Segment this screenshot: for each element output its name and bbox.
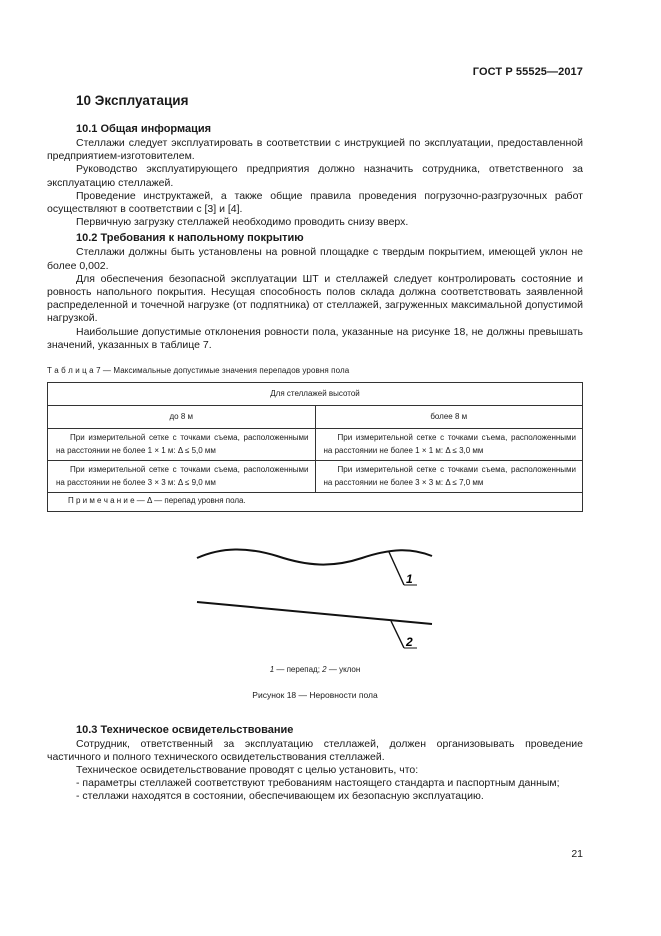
paragraph: Первичную загрузку стеллажей необходимо проводить снизу вверх.	[76, 216, 409, 229]
legend-text-2: — уклон	[326, 664, 361, 674]
table-caption-label: Т а б л и ц а	[47, 366, 94, 376]
table-cell: При измерительной сетке с точками съема, расположенными на расстоянии не более 1 × 1 м: Δ ≤ 5,0 мм	[48, 429, 316, 461]
label-2: 2	[406, 634, 413, 649]
paragraph: Техническое освидетельствование проводят с целью установить, что:	[76, 763, 419, 776]
section-10-2-title: 10.2 Требования к напольному покрытию	[76, 232, 304, 245]
table-note-label: П р и м е ч а н и е	[68, 496, 135, 506]
paragraph: Сотрудник, ответственный за эксплуатацию стеллажей, должен организовывать проведение частичного и полного технического освидетельствования стеллажей.	[47, 737, 583, 763]
table-header-row	[48, 406, 583, 429]
table-row	[48, 461, 583, 493]
table-note-row	[48, 493, 583, 512]
table-7-caption	[47, 366, 583, 375]
paragraph: Наибольшие допустимые отклонения ровности пола, указанные на рисунке 18, не должны превышать значений, указанных в таблице 7.	[47, 325, 583, 351]
table-header-row	[48, 383, 583, 406]
legend-number-2: 2	[322, 664, 327, 674]
paragraph: Руководство эксплуатирующего предприятия должно назначить сотрудника, ответственного за эксплуатацию стеллажей.	[47, 163, 583, 189]
table-7	[47, 382, 583, 512]
legend-number-1: 1	[269, 664, 275, 674]
leader-line-2	[391, 621, 404, 648]
figure-18	[47, 512, 583, 712]
section-10-1-title: 10.1 Общая информация	[76, 123, 212, 135]
table-note	[48, 493, 583, 512]
table-cell: При измерительной сетке с точками съема, расположенными на расстоянии не более 1 × 1 м: Δ ≤ 3,0 мм	[315, 429, 583, 461]
page-content	[47, 93, 583, 804]
legend-text-1: — перепад;	[274, 664, 323, 674]
paragraph: Стеллажи должны быть установлены на ровной площадке с твердым покрытием, имеющей уклон не более 0,002.	[47, 246, 583, 272]
list-item: - параметры стеллажей соответствуют требованиям настоящего стандарта и паспортным данным;	[76, 777, 560, 790]
table-caption-text: 7 — Максимальные допустимые значения перепадов уровня пола	[96, 366, 350, 376]
floor-unevenness-diagram	[167, 542, 487, 657]
uneven-floor-line	[197, 549, 432, 564]
list-item: - стеллажи находятся в состоянии, обеспечивающем их безопасную эксплуатацию.	[76, 790, 484, 803]
paragraph: Для обеспечения безопасной эксплуатации ШТ и стеллажей следует контролировать состояние и ровность напольного покрытия. Несущая способность полов склада должна соответствовать заявленной распределенной и точечной нагрузке (от подпятника) от стеллажей, загруженных максимальной допустимой нагрузкой.	[47, 272, 583, 325]
paragraph: Стеллажи следует эксплуатировать в соответствии с инструкцией по эксплуатации, предоставленной предприятием-изготовителем.	[47, 137, 583, 163]
table-column-header: до 8 м	[48, 406, 316, 429]
page-number: 21	[571, 848, 583, 860]
table-row	[48, 429, 583, 461]
table-column-header: более 8 м	[315, 406, 583, 429]
table-cell: При измерительной сетке с точками съема, расположенными на расстоянии не более 3 × 3 м: Δ ≤ 9,0 мм	[48, 461, 316, 493]
paragraph: Проведение инструктажей, а также общие правила проведения погрузочно-разгрузочных работ осуществляют в соответствии с [3] и [4].	[47, 189, 583, 216]
leader-line-1	[389, 552, 404, 585]
table-cell: При измерительной сетке с точками съема, расположенными на расстоянии не более 3 × 3 м: Δ ≤ 7,0 мм	[315, 461, 583, 493]
table-group-header: Для стеллажей высотой	[48, 383, 583, 406]
document-standard-number: ГОСТ Р 55525—2017	[472, 66, 583, 78]
figure-legend	[47, 665, 583, 674]
table-note-text: — Δ — перепад уровня пола.	[134, 496, 246, 506]
section-10-3-title: 10.3 Техническое освидетельствование	[76, 723, 294, 736]
section-10-title: 10 Эксплуатация	[76, 93, 189, 108]
label-1: 1	[406, 571, 413, 586]
sloped-floor-line	[197, 602, 432, 624]
figure-caption: Рисунок 18 — Неровности пола	[252, 689, 378, 700]
